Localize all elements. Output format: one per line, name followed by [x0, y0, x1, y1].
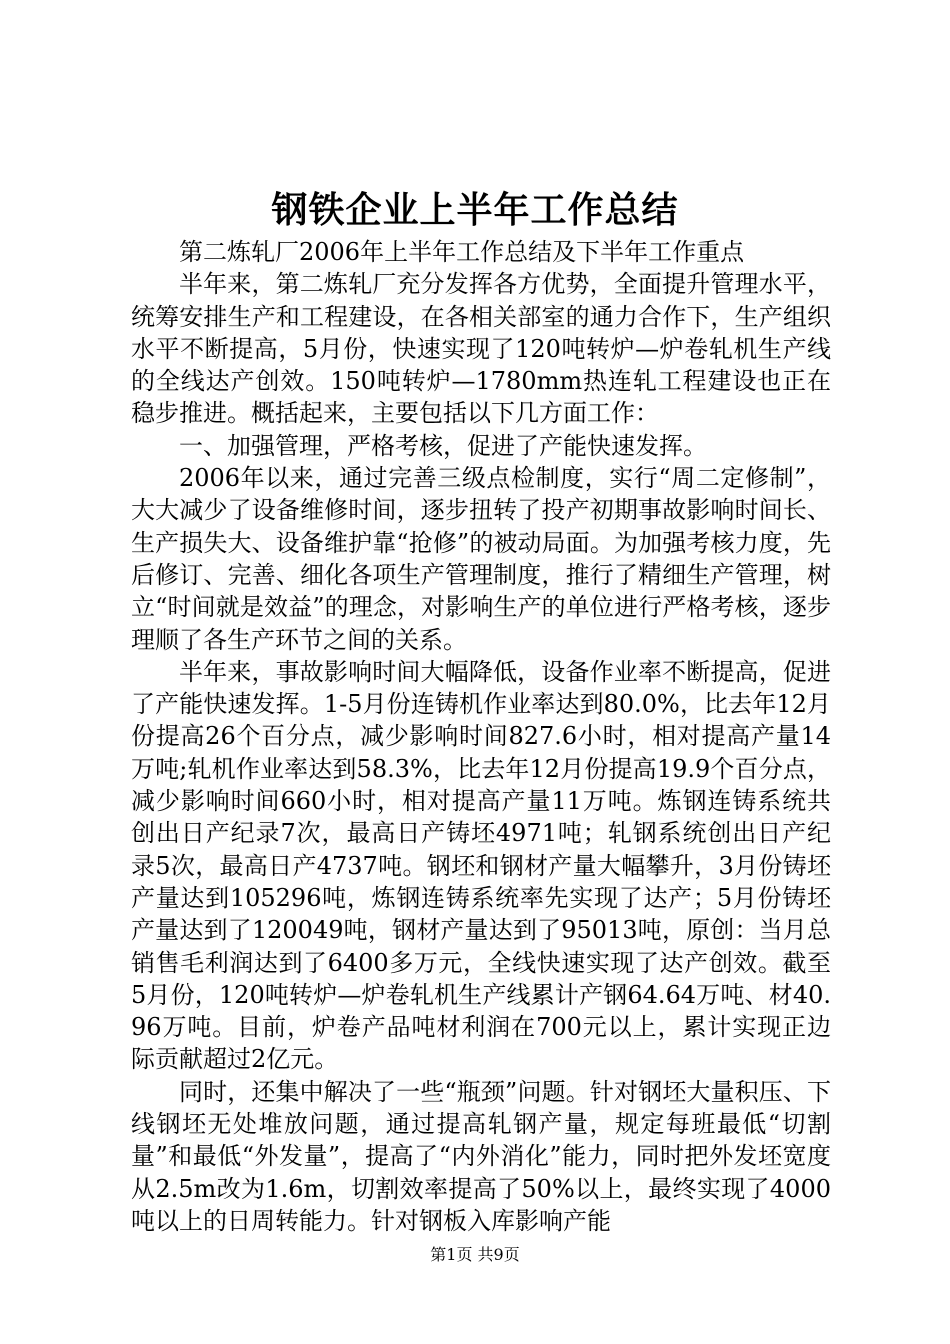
intro-paragraph: 半年来，第二炼轧厂充分发挥各方优势，全面提升管理水平，统筹安排生产和工程建设，在各相关部室的通力合作下，生产组织水平不断提高，5月份，快速实现了120吨转炉—炉卷轧机生产线的全线达产创效。150吨转炉—1780mm热连轧工程建设也正在稳步推进。概括起来，主要包括以下几方面工作： — [131, 270, 831, 428]
body-paragraph: 半年来，事故影响时间大幅降低，设备作业率不断提高，促进了产能快速发挥。1-5月份连铸机作业率达到80.0%，比去年12月份提高26个百分点，减少影响时间827.6小时，相对提高产量14万吨;轧机作业率达到58.3%，比去年12月份提高19.9个百分点，减少影响时间660小时，相对提高产量11万吨。炼钢连铸系统共创出日产纪录7次，最高日产铸坯4971吨；轧钢系统创出日产纪录5次，最高日产4737吨。钢坯和钢材产量大幅攀升，3月份铸坯产量达到105296吨，炼钢连铸系统率先实现了达产；5月份铸坯产量达到了120049吨，钢材产量达到了95013吨，原创：当月总销售毛利润达到了6400多万元，全线快速实现了达产创效。截至5月份，120吨转炉—炉卷轧机生产线累计产钢64.64万吨、材40.96万吨。目前，炉卷产品吨材利润在700元以上，累计实现正边际贡献超过2亿元。 — [131, 657, 831, 1074]
page-number-footer: 第1页 共9页 — [430, 1245, 520, 1264]
subtitle-paragraph: 第二炼轧厂2006年上半年工作总结及下半年工作重点 — [179, 238, 745, 266]
document-title: 钢铁企业上半年工作总结 — [271, 189, 679, 231]
document-body — [131, 236, 831, 1237]
body-paragraph: 2006年以来，通过完善三级点检制度，实行“周二定修制”，大大减少了设备维修时间，逐步扭转了投产初期事故影响时间长、生产损失大、设备维护靠“抢修”的被动局面。为加强考核力度，先后修订、完善、细化各项生产管理制度，推行了精细生产管理，树立“时间就是效益”的理念，对影响生产的单位进行严格考核，逐步理顺了各生产环节之间的关系。 — [131, 464, 831, 654]
body-paragraph: 同时，还集中解决了一些“瓶颈”问题。针对钢坯大量积压、下线钢坯无处堆放问题，通过提高轧钢产量，规定每班最低“切割量”和最低“外发量”，提高了“内外消化”能力，同时把外发坯宽度从2.5m改为1.6m，切割效率提高了50%以上，最终实现了4000吨以上的日周转能力。针对钢板入库影响产能 — [131, 1077, 831, 1235]
section-heading: 一、加强管理，严格考核，促进了产能快速发挥。 — [179, 431, 707, 460]
